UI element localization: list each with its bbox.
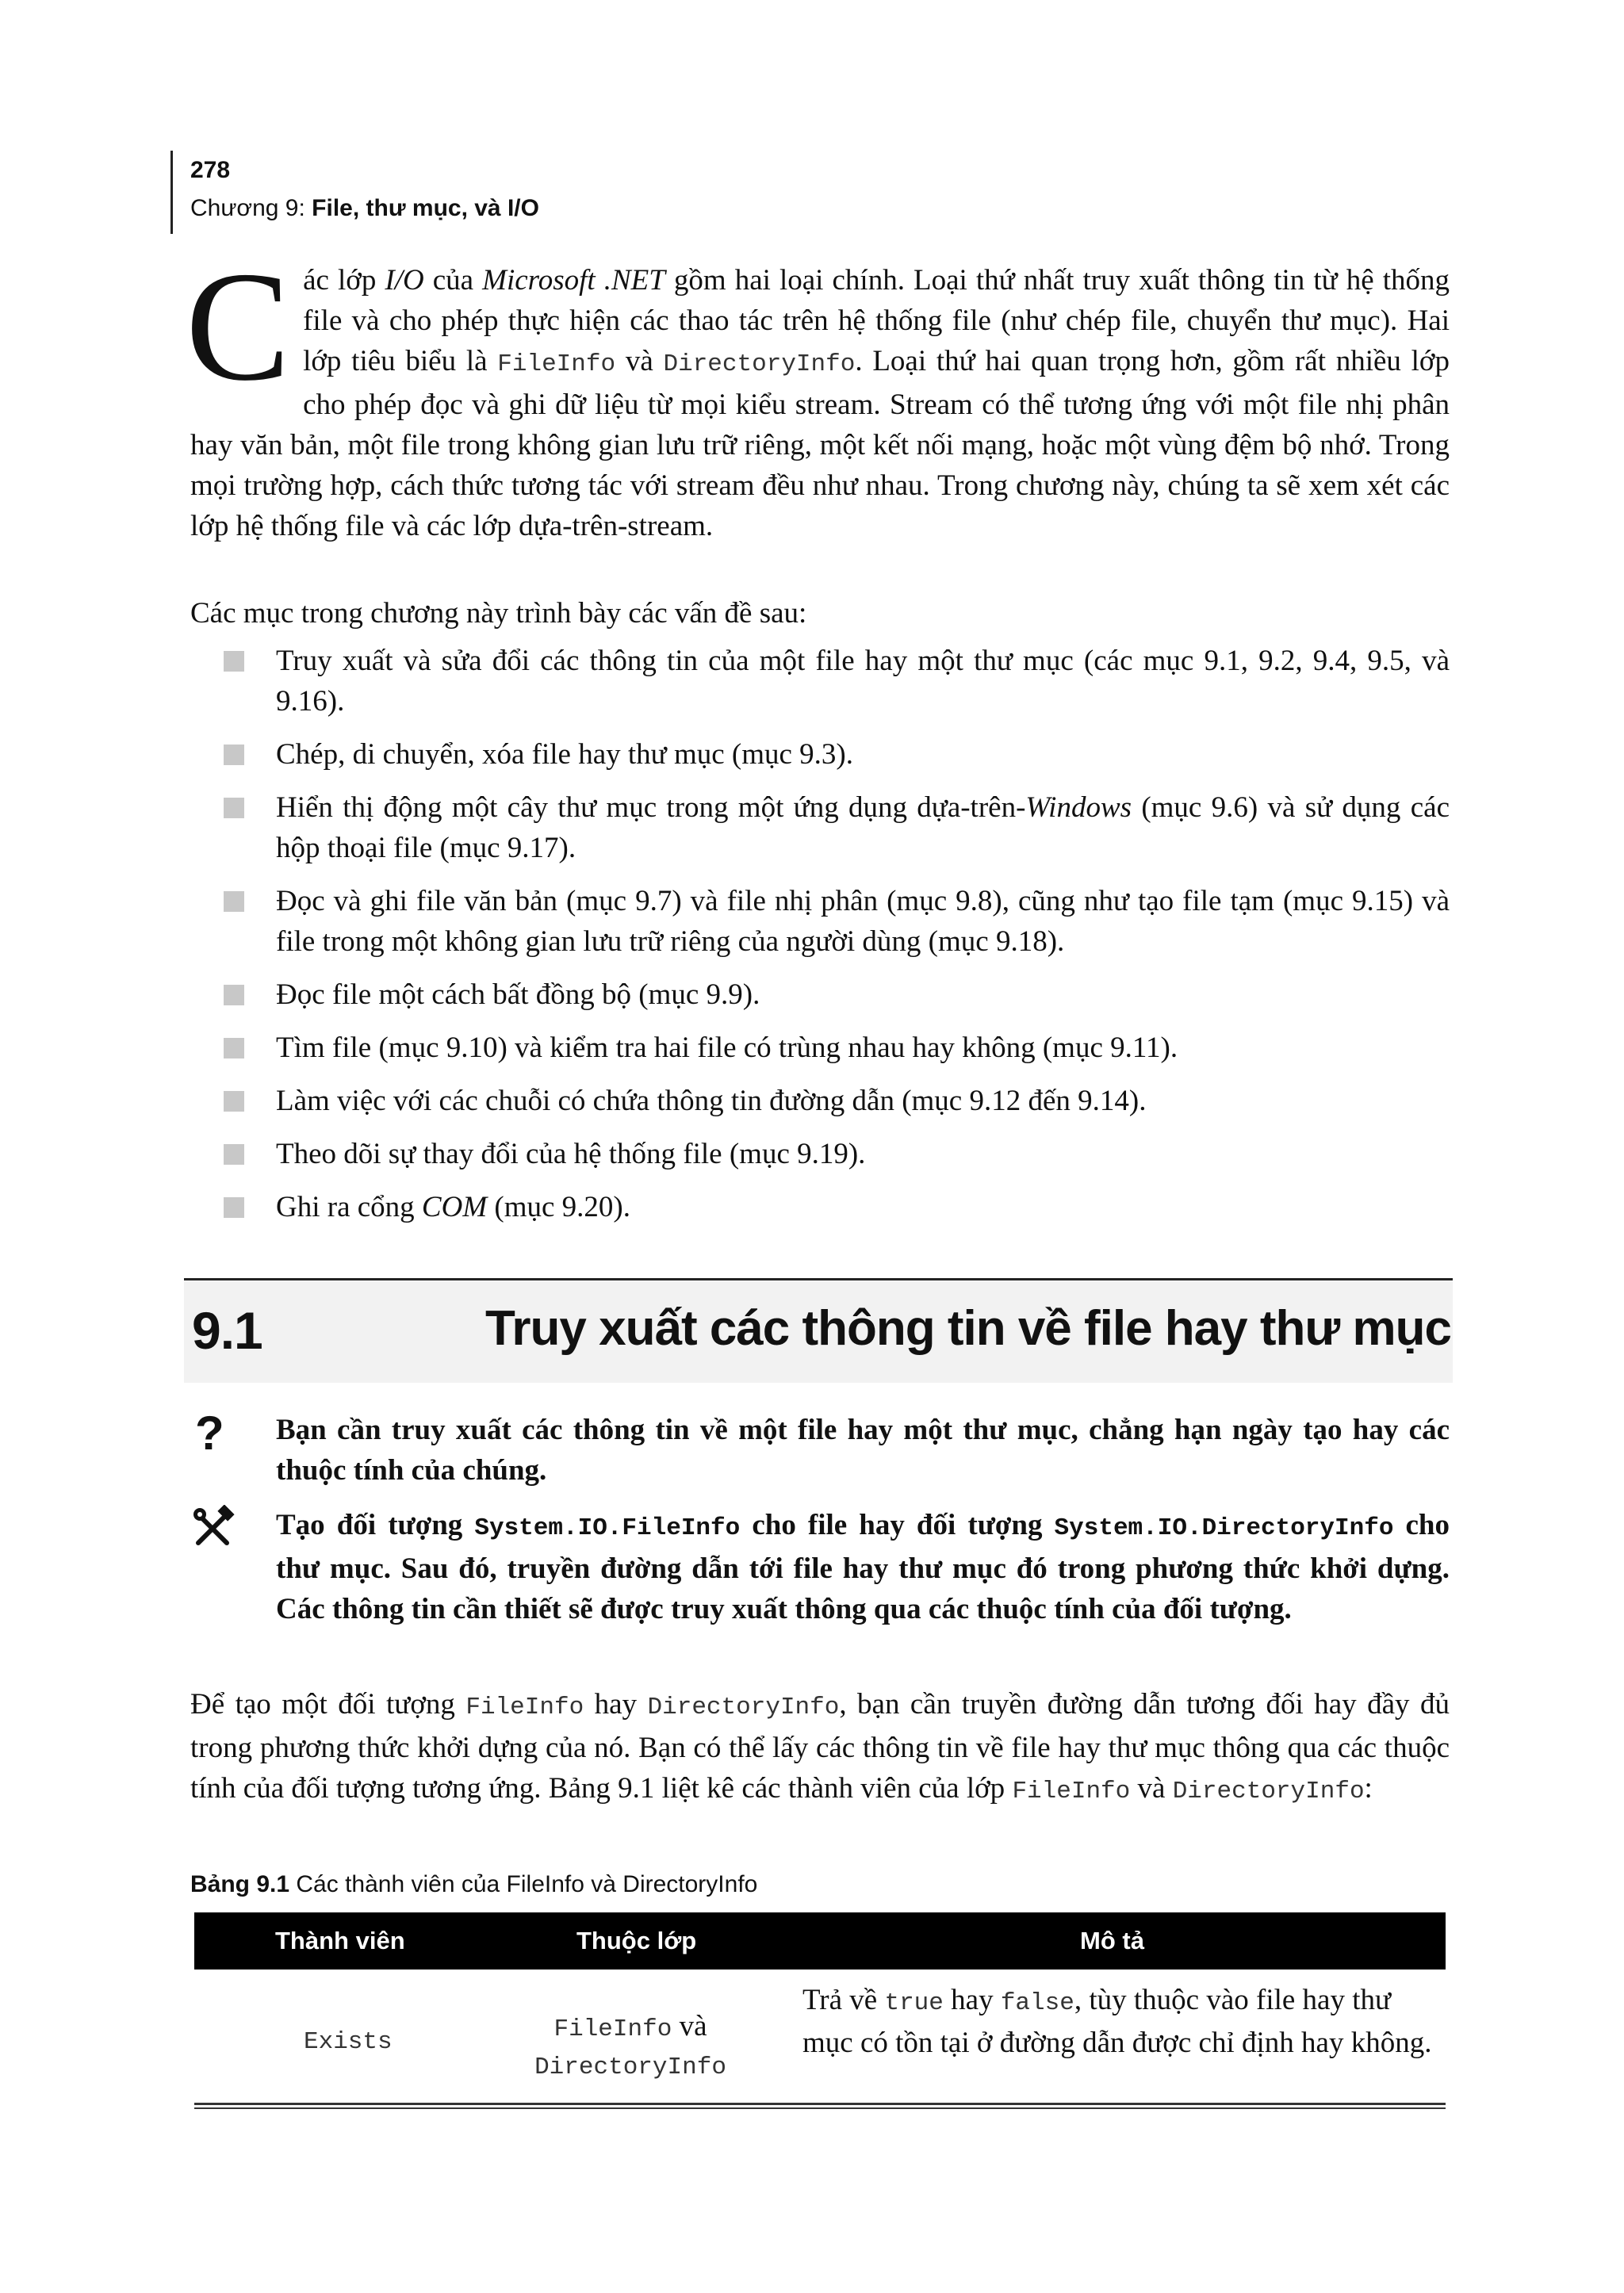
bullet-square-icon [224, 985, 244, 1005]
bullet-square-icon [224, 1091, 244, 1112]
drop-cap: C [186, 239, 291, 413]
bullet-square-icon [224, 651, 244, 672]
solution-text: Tạo đối tượng System.IO.FileInfo cho file hay đối tượng System.IO.DirectoryInfo cho thư mục. Sau đó, truyền đường dẫn tới file hay thư mục đó trong phương thức khởi dựng. Các thông tin cần thiết sẽ được truy xuất thông qua các thuộc tính của đối tượng. [276, 1509, 1450, 1625]
list-item: Truy xuất và sửa đổi các thông tin của một file hay một thư mục (các mục 9.1, 9.2, 9.4, 9.5, và 9.16). [222, 641, 1450, 722]
intro-paragraph: Các lớp I/O của Microsoft .NET gồm hai loại chính. Loại thứ nhất truy xuất thông tin từ hệ thống file và cho phép thực hiện các thao tác trên hệ thống file (như chép file, chuyển thư mục). Hai lớp tiêu biểu là FileInfo và DirectoryInfo. Loại thứ hai quan trọng hơn, gồm rất nhiều lớp cho phép đọc và ghi dữ liệu từ mọi kiểu stream. Stream có thể tương ứng với một file nhị phân hay văn bản, một file trong không gian lưu trữ riêng, một kết nối mạng, hoặc một vùng đệm bộ nhớ. Trong mọi trường hợp, cách thức tương tác với stream đều như nhau. Trong chương này, chúng ta sẽ xem xét các lớp hệ thống file và các lớp dựa-trên-stream. [186, 239, 1450, 542]
list-item: Làm việc với các chuỗi có chứa thông tin đường dẫn (mục 9.12 đến 9.14). [222, 1081, 1450, 1121]
question-mark-icon [190, 1410, 238, 1457]
list-item: Tìm file (mục 9.10) và kiểm tra hai file có trùng nhau hay không (mục 9.11). [222, 1028, 1450, 1068]
bullet-square-icon [224, 1038, 244, 1058]
bullet-square-icon [224, 1144, 244, 1165]
list-item: Theo dõi sự thay đổi của hệ thống file (mục 9.19). [222, 1134, 1450, 1174]
chapter-heading: Chương 9: File, thư mục, và I/O [190, 195, 539, 221]
list-intro: Các mục trong chương này trình bày các vấn đề sau: [190, 597, 807, 630]
bullet-square-icon [224, 1197, 244, 1218]
cell-member: Exists [304, 2028, 393, 2056]
explanation-paragraph: Để tạo một đối tượng FileInfo hay DirectoryInfo, bạn cần truyền đường dẫn tương đối hay đầy đủ trong phương thức khởi dựng của nó. Bạn có thể lấy các thông tin về file hay thư mục thông qua các thuộc tính của đối tượng tương ứng. Bảng 9.1 liệt kê các thành viên của lớp FileInfo và DirectoryInfo: [190, 1688, 1450, 1805]
table-bottom-rule [194, 2107, 1446, 2109]
table-caption: Bảng 9.1 Các thành viên của FileInfo và DirectoryInfo [190, 1871, 758, 1897]
solution-block [190, 1505, 1450, 1629]
column-header-description: Mô tả [1080, 1927, 1144, 1954]
table-header-row [194, 1912, 1446, 1970]
svg-text:?: ? [195, 1410, 224, 1457]
column-header-member: Thành viên [275, 1927, 405, 1954]
list-item: Đọc và ghi file văn bản (mục 9.7) và file nhị phân (mục 9.8), cũng như tạo file tạm (mục 9.15) và file trong một không gian lưu trữ riêng của người dùng (mục 9.18). [222, 881, 1450, 962]
problem-text: Bạn cần truy xuất các thông tin về một file hay một thư mục, chẳng hạn ngày tạo hay các thuộc tính của chúng. [276, 1414, 1450, 1487]
bullet-square-icon [224, 798, 244, 818]
section-title: Truy xuất các thông tin về file hay thư mục [485, 1301, 1451, 1356]
table-row [194, 1970, 1446, 2101]
column-header-class: Thuộc lớp [576, 1927, 697, 1954]
header-rule [170, 151, 173, 234]
tools-icon [190, 1505, 238, 1552]
cell-description: Trả về true hay false, tùy thuộc vào file hay thư mục có tồn tại ở đường dẫn được chỉ định hay không. [802, 1984, 1432, 2059]
members-table [194, 1912, 1446, 2101]
cell-class: FileInfo và DirectoryInfo [534, 2010, 726, 2081]
table-bottom-rule [194, 2103, 1446, 2105]
section-number: 9.1 [192, 1301, 262, 1360]
section-rule [184, 1278, 1453, 1280]
problem-block [190, 1410, 1450, 1491]
list-item: Chép, di chuyển, xóa file hay thư mục (mục 9.3). [222, 734, 1450, 775]
list-item: Hiển thị động một cây thư mục trong một ứng dụng dựa-trên-Windows (mục 9.6) và sử dụng các hộp thoại file (mục 9.17). [222, 787, 1450, 868]
page-number: 278 [190, 157, 231, 183]
bullet-square-icon [224, 891, 244, 912]
bullet-square-icon [224, 745, 244, 765]
topic-list [222, 641, 1450, 1240]
list-item: Đọc file một cách bất đồng bộ (mục 9.9). [222, 974, 1450, 1015]
list-item: Ghi ra cổng COM (mục 9.20). [222, 1187, 1450, 1227]
